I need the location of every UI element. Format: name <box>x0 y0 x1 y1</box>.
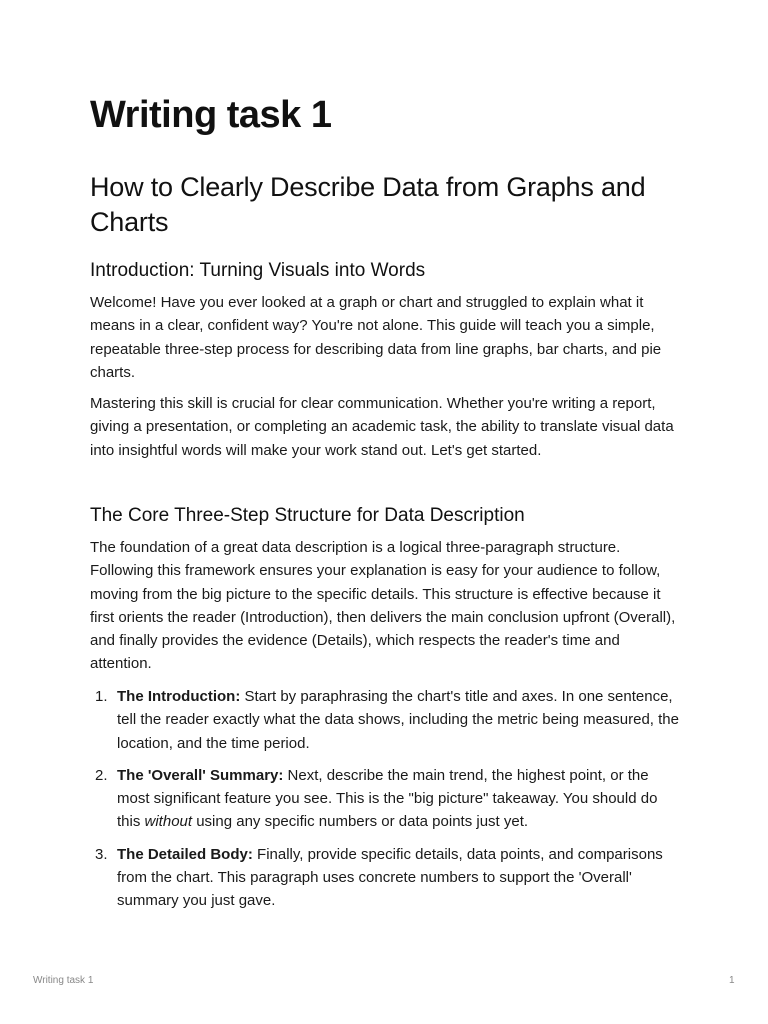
list-item-term: The Introduction: <box>117 688 241 705</box>
list-item-number: 3. <box>95 845 108 863</box>
document-title: Writing task 1 <box>90 94 332 136</box>
list-item-text: Next, describe the main trend, the highest point, or the most significant feature you see. This is the "big picture" takeaway. You should do this <box>117 766 658 831</box>
list-item <box>90 764 680 834</box>
list-item <box>90 685 680 755</box>
list-item-number: 2. <box>95 766 108 784</box>
list-item-text: Finally, provide specific details, data points, and comparisons from the chart. This paragraph uses concrete numbers to support the 'Overall' summary you just gave. <box>117 845 663 910</box>
list-item-number: 1. <box>95 688 108 705</box>
intro-paragraph-2: Mastering this skill is crucial for clear communication. Whether you're writing a report, giving a presentation, or completing an academic task, the ability to translate visual data into insightful words will make your work stand out. Let's get started. <box>90 395 674 459</box>
list-item-text: Start by paraphrasing the chart's title and axes. In one sentence, tell the reader exactly what the data shows, including the metric being measured, the location, and the time period. <box>117 688 679 752</box>
list-item-term: The Detailed Body: <box>117 845 253 863</box>
steps-list <box>90 685 680 922</box>
page-number: 1 <box>729 975 735 986</box>
list-item-term: The 'Overall' Summary: <box>117 766 284 784</box>
list-item-text-end: using any specific numbers or data points just yet. <box>192 813 529 831</box>
section-heading-introduction: Introduction: Turning Visuals into Words <box>90 260 426 281</box>
structure-paragraph: The foundation of a great data description is a logical three-paragraph structure. Following this framework ensures your explanation is easy for your audience to follow, moving from the big picture to the specific details. This structure is effective because it first orients the reader (Introduction), then delivers the main conclusion upfront (Overall), and finally provides the evidence (Details), which respects the reader's time and attention. <box>90 539 676 673</box>
list-item <box>90 843 680 913</box>
list-item-emphasis: without <box>144 813 193 831</box>
section-heading-structure: The Core Three-Step Structure for Data Description <box>90 505 525 526</box>
footer-label: Writing task 1 <box>33 975 94 986</box>
intro-paragraph-1: Welcome! Have you ever looked at a graph or chart and struggled to explain what it means in a clear, confident way? You're not alone. This guide will teach you a simple, repeatable three-step process for describing data from line graphs, bar charts, and pie charts. <box>90 294 662 381</box>
document-subtitle: How to Clearly Describe Data from Graphs and Charts <box>90 172 646 237</box>
